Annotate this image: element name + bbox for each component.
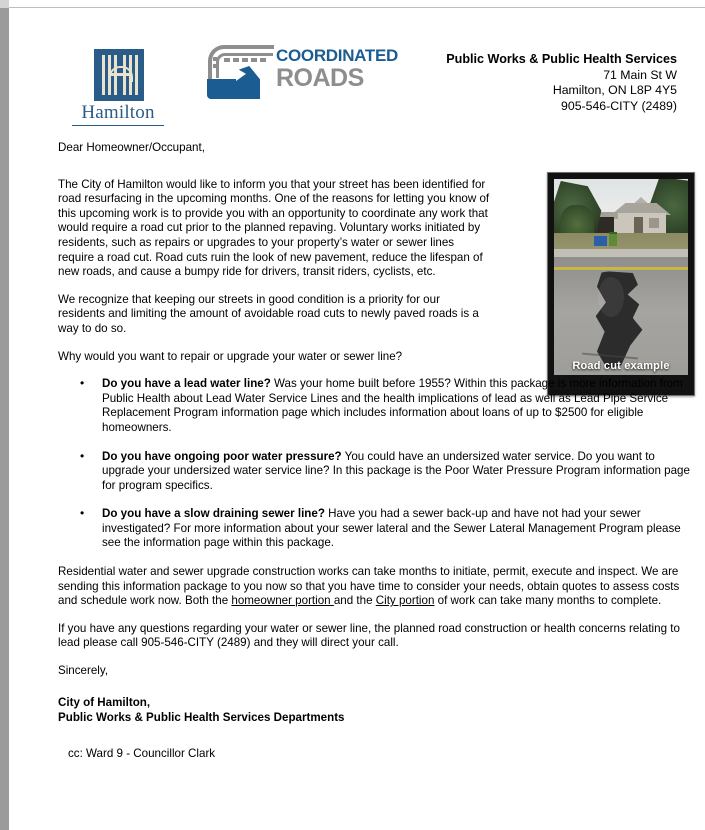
salutation: Dear Homeowner/Occupant,: [58, 141, 205, 154]
coordinated-roads-mark-icon: [206, 45, 272, 99]
hamilton-arch-icon: [94, 49, 144, 101]
paragraph-4-c: of work can take many months to complete.: [434, 594, 662, 608]
paragraph-4-b: and the: [333, 594, 376, 608]
signature-line-1: City of Hamilton,: [58, 695, 151, 709]
page-top-edge: [0, 0, 705, 8]
bullet-3-lead: Do you have a slow draining sewer line?: [102, 507, 325, 521]
cc-line: cc: Ward 9 - Councillor Clark: [68, 746, 216, 760]
paragraph-1: The City of Hamilton would like to inform you that your street has been identified for road resurfacing in the upcoming months. One of the reasons for letting you know of this upcoming work is to provide you with an opportunity to coordinate any work that would require a road cut prior to the planned repaving. Voluntary works initiated by residents, such as repairs or upgrades to your property’s water or sewer lines require a road cut. Road cuts ruin the look of new pavement, reduce the lifespan of new roads, and cause a bumpy ride for drivers, transit riders, cyclists, etc.: [58, 177, 490, 279]
homeowner-portion-link[interactable]: homeowner portion: [231, 594, 334, 608]
paragraph-4: [58, 565, 690, 609]
paragraph-2: We recognize that keeping our streets in good condition is a priority for our residents and limiting the amount of avoidable road cuts to newly paved roads is a way to do so.: [58, 292, 479, 335]
paragraph-4-a: Residential water and sewer upgrade construction works can take months to initiate, permit, execute and inspect. We are sending this information package to you now so that you have time to consider your needs, obtain quotes to assess costs and schedule work now. Both the: [58, 565, 680, 608]
coordinated-roads-line2: ROADS: [276, 64, 364, 92]
list-item: [58, 450, 690, 494]
letter-body: [58, 141, 690, 761]
coordinated-roads-line1: COORDINATED: [276, 46, 398, 65]
paragraph-3: Why would you want to repair or upgrade your water or sewer line?: [58, 349, 403, 363]
bullet-1-lead: Do you have a lead water line?: [102, 377, 271, 391]
department-name: Public Works & Public Health Services: [446, 52, 677, 66]
bullet-3-rest: Have you had a sewer back-up and have not had your sewer investigated? For more information about your sewer lateral and the Sewer Lateral Management Program please see the information page within this package.: [102, 507, 681, 550]
signature-block: [58, 695, 690, 725]
photo-caption: Road cut example: [572, 360, 670, 372]
city-portion-link[interactable]: City portion: [375, 594, 435, 608]
bullet-2-lead: Do you have ongoing poor water pressure?: [102, 449, 342, 463]
hamilton-logo: [72, 49, 164, 131]
list-item: [58, 507, 690, 551]
reasons-list: [58, 377, 690, 551]
page-left-scroll-edge[interactable]: [0, 8, 9, 830]
page-corner-notch: [0, 0, 9, 8]
hamilton-wordmark: Hamilton: [72, 102, 164, 126]
letterhead-address-block: [446, 52, 677, 114]
closing: Sincerely,: [58, 664, 109, 678]
list-item: [58, 377, 690, 435]
address-street: 71 Main St W: [603, 67, 677, 82]
signature-line-2: Public Works & Public Health Services Departments: [58, 710, 345, 724]
bullet-2-rest: You could have an undersized water service. Do you want to upgrade your undersized water service line? In this package is the Poor Water Pressure Program information page for program specifics.: [102, 449, 690, 492]
document-page: [10, 9, 705, 830]
address-phone: 905-546-CITY (2489): [561, 98, 677, 113]
paragraph-5: If you have any questions regarding your water or sewer line, the planned road construction or health concerns relating to lead please call 905-546-CITY (2489) and they will direct your call.: [58, 621, 680, 650]
letterhead: [10, 37, 705, 123]
bullet-1-rest: Was your home built before 1955? Within this package is more information from Public Health about Lead Water Service Lines and the health implications of lead as well as Lead Pipe Service Replacement Program information page which includes information about loans of up to $2500 for eligible homeowners.: [102, 377, 683, 434]
coordinated-roads-wordmark: [276, 46, 396, 91]
address-city: Hamilton, ON L8P 4Y5: [552, 83, 677, 97]
coordinated-roads-logo: [206, 43, 396, 105]
